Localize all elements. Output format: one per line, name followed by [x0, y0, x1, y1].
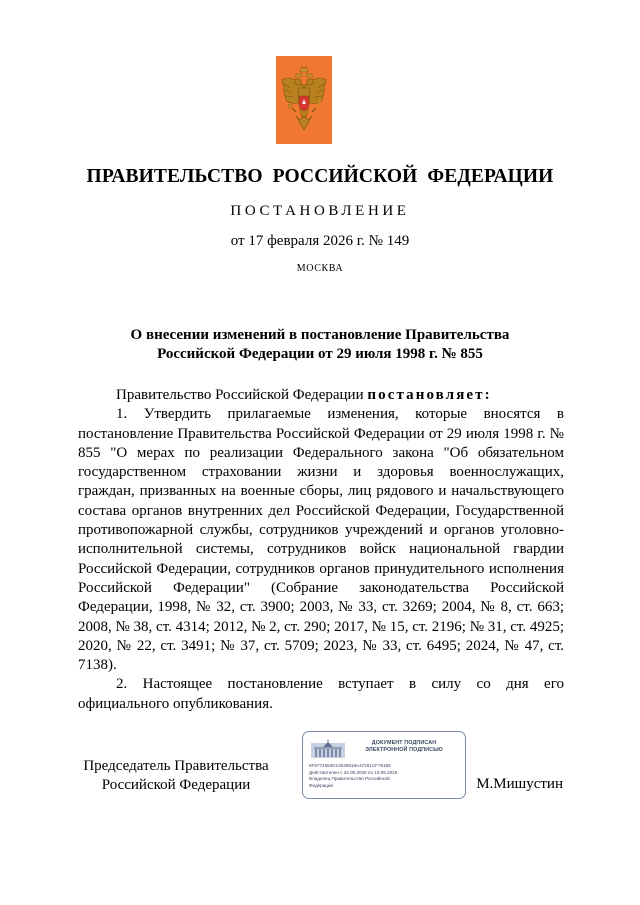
stamp-title	[347, 740, 461, 754]
preamble-lead: Правительство Российской Федерации	[116, 387, 368, 403]
subject-line-1: О внесении изменений в постановление Правительства	[130, 327, 510, 343]
stamp-details	[309, 763, 463, 789]
stamp-owner-line-2: Федерации	[309, 782, 334, 788]
preamble-decree-word: постановляет:	[367, 387, 492, 403]
stamp-serial: 6F6774654D13040818A47261CF79155	[309, 763, 391, 768]
document-city: МОСКВА	[296, 263, 344, 274]
signatory-position-line-1: Председатель Правительства	[83, 758, 269, 774]
government-building-icon	[310, 739, 346, 759]
decree-subject	[0, 326, 640, 364]
document-date-number: от 17 февраля 2026 г. № 149	[230, 233, 410, 249]
decree-item-1: 1. Утвердить прилагаемые изменения, которые вносятся в постановление Правительства Российской Федерации от 29 июля 1998 г. № 855 "О мерах по реализации Федерального закона "Об обязательном государственном страховании жизни и здоровья военнослужащих, граждан, призванных на военные сборы, лиц рядового и начальствующего состава органов внутренних дел Российской Федерации, Государственной противопожарной службы, сотрудников учреждений и органов уголовно-исполнительной системы, сотрудников войск национальной гвардии Российской Федерации, сотрудников органов принудительного исполнения Российской Федерации" (Собрание законодательства Российской Федерации, 1998, № 32, ст. 3900; 2003, № 33, ст. 3269; 2004, № 8, ст. 663; 2008, № 38, ст. 4314; 2012, № 2, ст. 290; 2017, № 15, ст. 2196; № 31, ст. 4925; 2020, № 22, ст. 3491; № 37, ст. 5709; 2023, № 33, ст. 6495; 2024, № 47, ст. 7138).	[78, 406, 565, 674]
signatory-position-line-2: Российской Федерации	[101, 777, 251, 793]
stamp-validity: Действителен с 22.05.2025 по 15.08.2026	[309, 769, 398, 775]
decree-body	[78, 386, 564, 714]
subject-line-2: Российской Федерации от 29 июля 1998 г. № 855	[157, 346, 483, 362]
stamp-title-line-2: ЭЛЕКТРОННОЙ ПОДПИСЬЮ	[365, 747, 443, 753]
stamp-owner-line-1: Владелец Правительство Российской	[309, 776, 390, 782]
coat-of-arms-icon	[276, 56, 332, 144]
government-title: ПРАВИТЕЛЬСТВО РОССИЙСКОЙ ФЕДЕРАЦИИ	[86, 166, 554, 187]
preamble	[78, 386, 564, 405]
signatory-name: М.Мишустин	[476, 776, 563, 792]
electronic-signature-stamp	[302, 731, 466, 799]
decree-item-2: 2. Настоящее постановление вступает в силу со дня его официального опубликования.	[78, 676, 564, 712]
stamp-title-line-1: ДОКУМЕНТ ПОДПИСАН	[371, 740, 437, 746]
document-type: ПОСТАНОВЛЕНИЕ	[230, 203, 410, 219]
signatory-position	[78, 757, 274, 795]
